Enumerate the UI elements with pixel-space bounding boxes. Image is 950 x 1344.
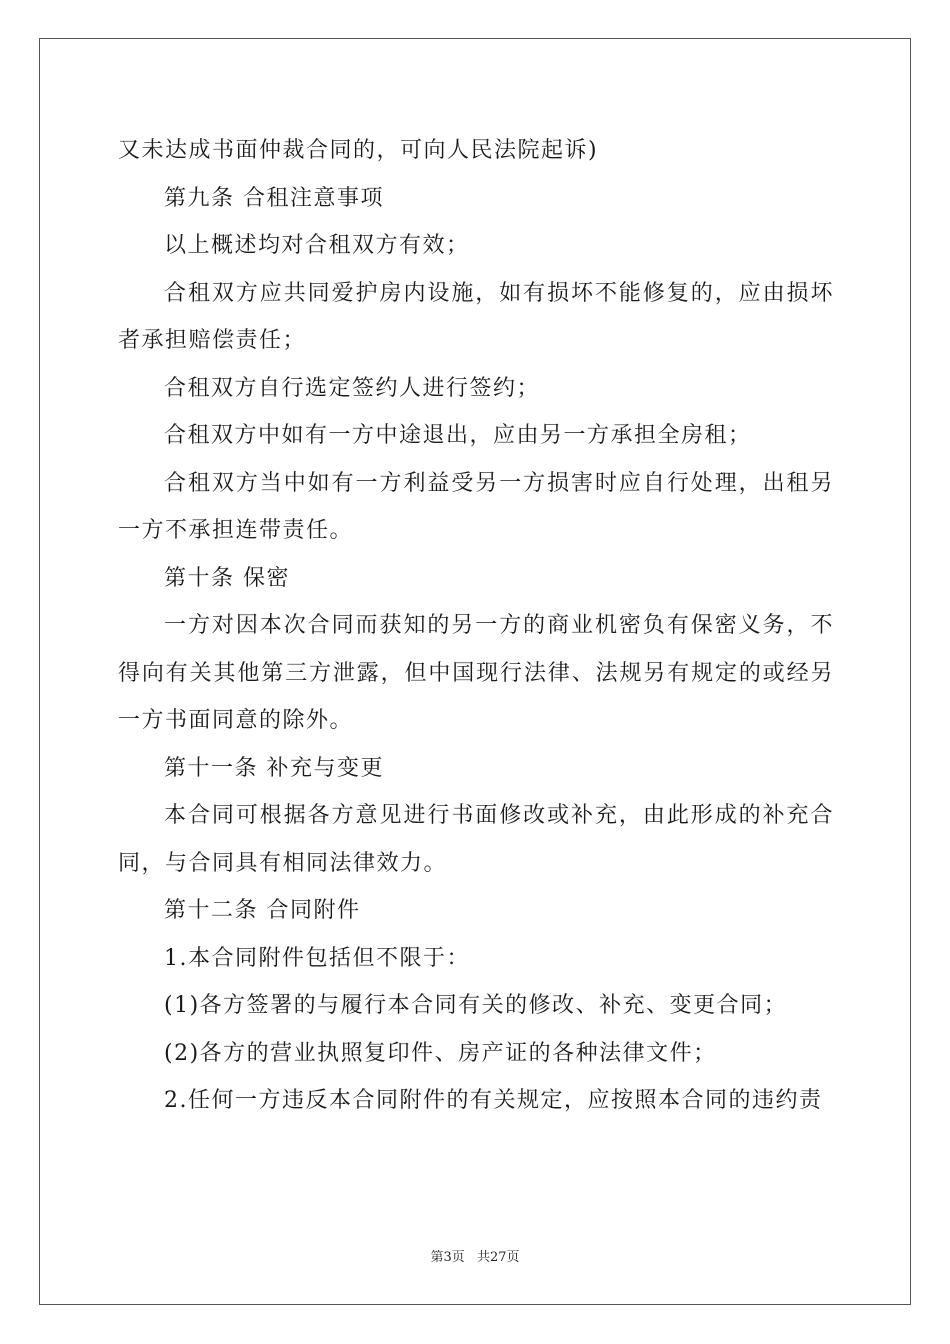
current-page-number: 第3页 <box>430 1250 465 1265</box>
article-10-heading: 第十条 保密 <box>164 565 290 591</box>
paragraph-5: 合租双方中如有一方中途退出，应由另一方承担全房租； <box>164 423 752 448</box>
paragraph-3: 合租双方应共同爱护房内设施，如有损坏不能修复的，应由损坏者承担赔偿责任； <box>118 280 834 353</box>
paragraph-12: 1.本合同附件包括但不限于： <box>164 945 470 971</box>
document-body <box>118 127 834 1125</box>
paragraph-8: 一方对因本次合同而获知的另一方的商业机密负有保密义务，不得向有关其他第三方泄露，但中国现行法律、法规另有规定的或经另一方书面同意的除外。 <box>118 613 834 733</box>
article-9-heading: 第九条 合租注意事项 <box>164 185 384 211</box>
paragraph-0: 又未达成书面仲裁合同的，可向人民法院起诉) <box>118 138 599 163</box>
paragraph-13: (1)各方签署的与履行本合同有关的修改、补充、变更合同； <box>164 993 788 1018</box>
paragraph-2: 以上概述均对合租双方有效； <box>164 233 470 258</box>
paragraph-10: 本合同可根据各方意见进行书面修改或补充，由此形成的补充合同，与合同具有相同法律效力。 <box>118 803 834 876</box>
article-11-heading: 第十一条 补充与变更 <box>164 755 384 781</box>
total-page-count: 共27页 <box>476 1250 520 1265</box>
paragraph-15: 2.任何一方违反本合同附件的有关规定，应按照本合同的违约责 <box>164 1088 823 1113</box>
paragraph-14: (2)各方的营业执照复印件、房产证的各种法律文件； <box>164 1040 717 1066</box>
article-12-heading: 第十二条 合同附件 <box>164 898 361 923</box>
page-footer <box>0 1246 950 1265</box>
paragraph-4: 合租双方自行选定签约人进行签约； <box>164 375 541 401</box>
paragraph-6: 合租双方当中如有一方利益受另一方损害时应自行处理，出租另一方不承担连带责任。 <box>118 470 834 543</box>
